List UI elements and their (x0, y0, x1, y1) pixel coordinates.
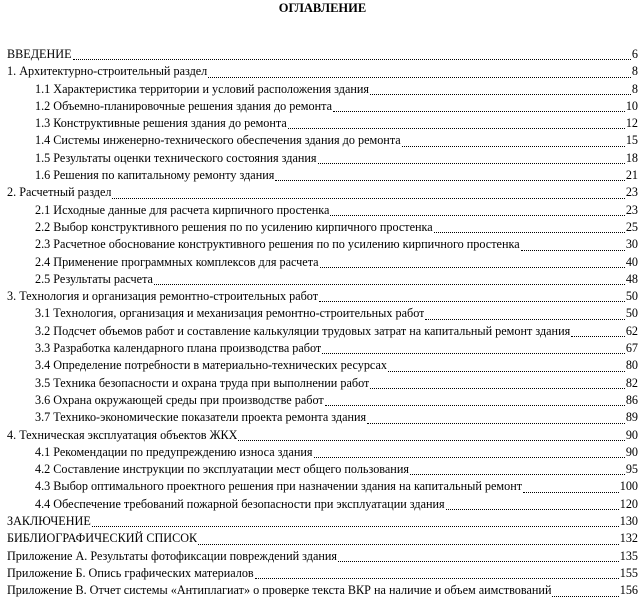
toc-page-number: 155 (619, 565, 638, 580)
toc-entry-label: Приложение А. Результаты фотофиксации повреждений здания (7, 548, 338, 563)
toc-page-number: 8 (631, 81, 638, 96)
toc-page-number: 48 (625, 271, 638, 286)
toc-entry-label: 4.3 Выбор оптимального проектного решения при назначении здания на капитальный ремонт (35, 479, 523, 494)
dot-leader (402, 145, 625, 147)
toc-page-number: 90 (625, 427, 638, 442)
toc-entry-label: БИБЛИОГРАФИЧЕСКИЙ СПИСОК (7, 531, 198, 546)
toc-entry-label: 3.6 Охрана окружающей среды при производстве работ (35, 392, 324, 407)
toc-subsection-entry[interactable] (7, 392, 638, 409)
toc-page-number: 89 (625, 410, 638, 425)
toc-entry-label: 1.2 Объемно-планировочные решения здания до ремонта (35, 98, 333, 113)
dot-leader (434, 231, 625, 233)
toc-page-number: 120 (619, 496, 638, 511)
toc-subsection-entry[interactable] (7, 167, 638, 184)
toc-subsection-entry[interactable] (7, 323, 638, 340)
toc-page-number: 62 (625, 323, 638, 338)
toc-page-number: 67 (625, 341, 638, 356)
toc-entry-label: 3. Технология и организация ремонтно-строительных работ (7, 289, 319, 304)
toc-entry-label: 2. Расчетный раздел (7, 185, 112, 200)
toc-entry-label: 4.4 Обеспечение требований пожарной безопасности при эксплуатации здания (35, 496, 445, 511)
dot-leader (288, 127, 625, 129)
toc-entry-label: 1.4 Системы инженерно-технического обеспечения здания до ремонта (35, 133, 401, 148)
toc-subsection-entry[interactable] (7, 478, 638, 495)
toc-page-number: 10 (625, 98, 638, 113)
toc-page-number: 40 (625, 254, 638, 269)
table-of-contents (7, 46, 638, 600)
toc-entry-label: 1.3 Конструктивные решения здания до ремонта (35, 116, 287, 131)
toc-page-number: 23 (625, 202, 638, 217)
toc-subsection-entry[interactable] (7, 115, 638, 132)
dot-leader (552, 595, 618, 597)
dot-leader (208, 76, 631, 78)
toc-page-number: 82 (625, 375, 638, 390)
toc-entry-label: 3.1 Технология, организация и механизация ремонтно-строительных работ (35, 306, 425, 321)
dot-leader (318, 162, 625, 164)
toc-page-number: 100 (619, 479, 638, 494)
dot-leader (571, 335, 625, 337)
toc-subsection-entry[interactable] (7, 496, 638, 513)
toc-entry-label: 3.3 Разработка календарного плана производства работ (35, 341, 322, 356)
dot-leader (320, 266, 625, 268)
dot-leader (410, 473, 625, 475)
toc-section-entry[interactable] (7, 565, 638, 582)
toc-subsection-entry[interactable] (7, 98, 638, 115)
toc-section-entry[interactable] (7, 513, 638, 530)
toc-entry-label: 1.6 Решения по капитальному ремонту здания (35, 168, 275, 183)
dot-leader (112, 197, 624, 199)
toc-page-number: 132 (619, 531, 638, 546)
toc-page-number: 23 (625, 185, 638, 200)
toc-subsection-entry[interactable] (7, 461, 638, 478)
toc-page-number: 135 (619, 548, 638, 563)
dot-leader (388, 370, 625, 372)
toc-page-number: 25 (625, 219, 638, 234)
toc-subsection-entry[interactable] (7, 340, 638, 357)
toc-subsection-entry[interactable] (7, 81, 638, 98)
toc-page-number: 21 (625, 168, 638, 183)
toc-section-entry[interactable] (7, 582, 638, 599)
toc-page-number: 6 (631, 47, 638, 61)
toc-page-number: 130 (619, 514, 638, 529)
toc-subsection-entry[interactable] (7, 254, 638, 271)
toc-section-entry[interactable] (7, 46, 638, 63)
toc-entry-label: 2.1 Исходные данные для расчета кирпичного простенка (35, 202, 330, 217)
toc-subsection-entry[interactable] (7, 357, 638, 374)
toc-page-number: 156 (619, 583, 638, 598)
toc-subsection-entry[interactable] (7, 444, 638, 461)
toc-entry-label: 2.5 Результаты расчета (35, 271, 153, 286)
dot-leader (370, 93, 631, 95)
toc-entry-label: 4. Техническая эксплуатация объектов ЖКХ (7, 427, 238, 442)
dot-leader (333, 110, 625, 112)
dot-leader (255, 577, 619, 579)
dot-leader (425, 318, 624, 320)
dot-leader (319, 300, 625, 302)
dot-leader (367, 422, 625, 424)
toc-subsection-entry[interactable] (7, 271, 638, 288)
toc-page-number: 12 (625, 116, 638, 131)
dot-leader (325, 404, 625, 406)
toc-subsection-entry[interactable] (7, 202, 638, 219)
toc-entry-label: 2.3 Расчетное обоснование конструктивного решения по по усилению кирпичного простенка (35, 237, 520, 252)
toc-page-number: 30 (625, 237, 638, 252)
toc-entry-label: 4.2 Составление инструкции по эксплуатации мест общего пользования (35, 462, 409, 477)
dot-leader (370, 387, 624, 389)
dot-leader (314, 456, 625, 458)
dot-leader (73, 58, 631, 60)
toc-entry-label: 3.2 Подсчет объемов работ и составление калькуляции трудовых затрат на капитальный ремонт здания (35, 323, 571, 338)
toc-subsection-entry[interactable] (7, 375, 638, 392)
toc-entry-label: 3.5 Техника безопасности и охрана труда при выполнении работ (35, 375, 370, 390)
toc-section-entry[interactable] (7, 63, 638, 80)
toc-page-number: 50 (625, 306, 638, 321)
toc-subsection-entry[interactable] (7, 219, 638, 236)
toc-entry-label: 1.1 Характеристика территории и условий расположения здания (35, 81, 370, 96)
toc-page-number: 90 (625, 444, 638, 459)
toc-page-number: 18 (625, 150, 638, 165)
dot-leader (92, 525, 619, 527)
dot-leader (322, 352, 625, 354)
dot-leader (521, 249, 625, 251)
toc-subsection-entry[interactable] (7, 132, 638, 149)
toc-entry-label: Приложение В. Отчет системы «Антиплагиат» о проверке текста ВКР на наличие и объем аимствований (7, 583, 552, 598)
dot-leader (275, 179, 624, 181)
toc-entry-label: 4.1 Рекомендации по предупреждению износа здания (35, 444, 313, 459)
toc-entry-label: 1.5 Результаты оценки технического состояния здания (35, 150, 317, 165)
toc-page-number: 95 (625, 462, 638, 477)
toc-subsection-entry[interactable] (7, 150, 638, 167)
toc-subsection-entry[interactable] (7, 305, 638, 322)
toc-section-entry[interactable] (7, 427, 638, 444)
toc-entry-label: 2.2 Выбор конструктивного решения по по усилению кирпичного простенка (35, 219, 433, 234)
toc-entry-label: 3.7 Технико-экономические показатели проекта ремонта здания (35, 410, 367, 425)
dot-leader (523, 491, 619, 493)
toc-entry-label: 2.4 Применение программных комплексов для расчета (35, 254, 319, 269)
dot-leader (238, 439, 624, 441)
toc-entry-label: 3.4 Определение потребности в материально-технических ресурсах (35, 358, 387, 373)
toc-subsection-entry[interactable] (7, 236, 638, 253)
toc-section-entry[interactable] (7, 288, 638, 305)
toc-page-number: 80 (625, 358, 638, 373)
toc-page-number: 50 (625, 289, 638, 304)
toc-page-number: 15 (625, 133, 638, 148)
dot-leader (446, 508, 619, 510)
toc-page-number: 86 (625, 392, 638, 407)
toc-section-entry[interactable] (7, 184, 638, 201)
toc-entry-label: Приложение Б. Опись графических материалов (7, 565, 254, 580)
dot-leader (198, 543, 619, 545)
toc-entry-label: ВВЕДЕНИЕ (7, 47, 72, 61)
page-title: ОГЛАВЛЕНИЕ (278, 1, 367, 15)
toc-section-entry[interactable] (7, 548, 638, 565)
toc-entry-label: 1. Архитектурно-строительный раздел (7, 64, 208, 79)
dot-leader (154, 283, 625, 285)
toc-entry-label: ЗАКЛЮЧЕНИЕ (7, 514, 91, 529)
dot-leader (338, 560, 619, 562)
toc-subsection-entry[interactable] (7, 409, 638, 426)
toc-section-entry[interactable] (7, 530, 638, 547)
dot-leader (330, 214, 624, 216)
toc-page-number: 8 (631, 64, 638, 79)
